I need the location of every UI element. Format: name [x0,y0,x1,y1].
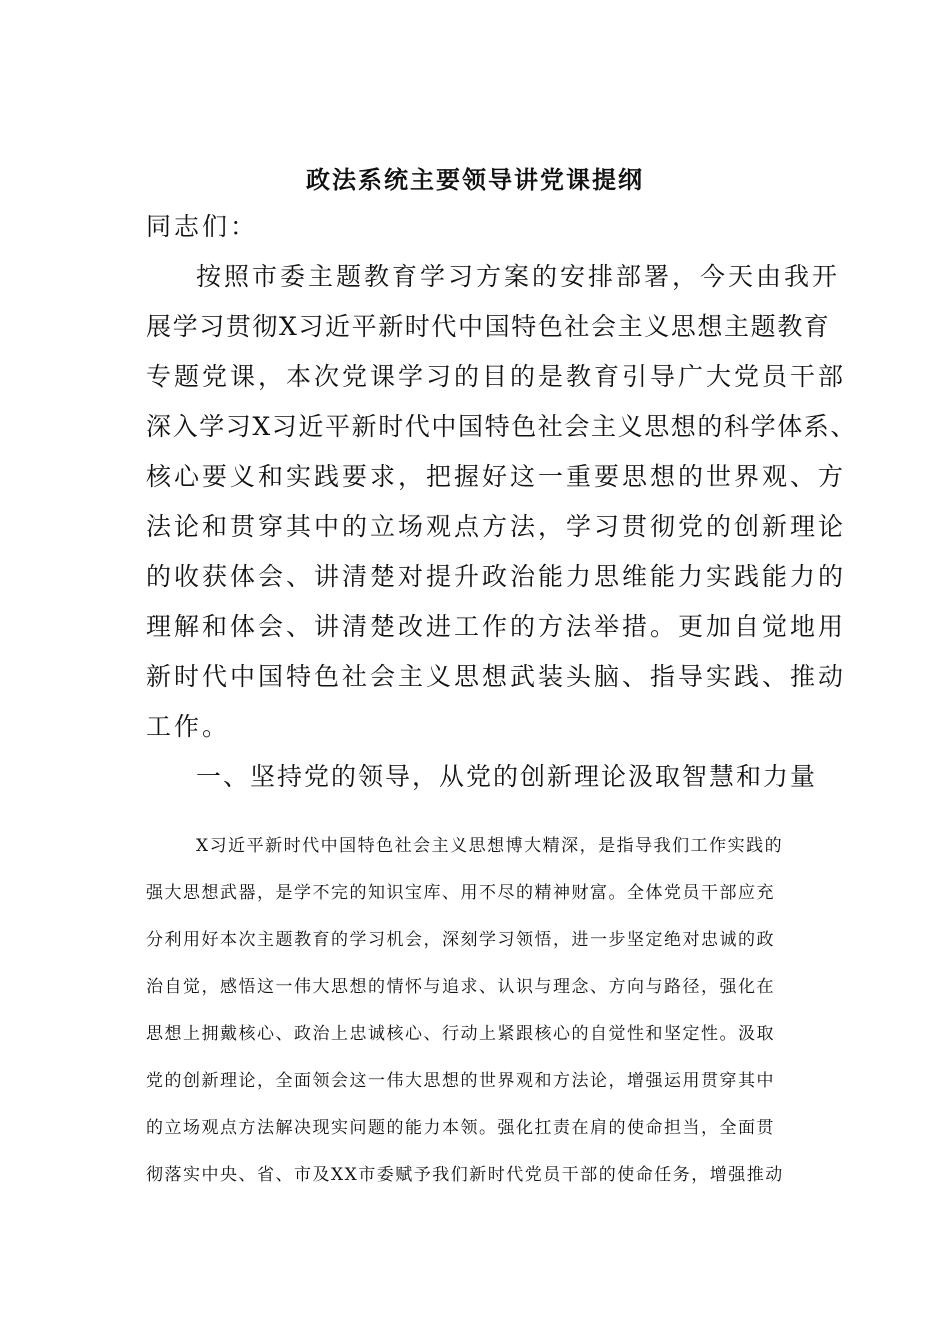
document-title: 政法系统主要领导讲党课提纲 [306,165,644,194]
body-line: 分利用好本次主题教育的学习机会，深刻学习领悟，进一步坚定绝对忠诚的政 [146,930,775,950]
intro-line: 专题党课，本次党课学习的目的是教育引导广大党员干部 [146,362,847,391]
intro-line: 法论和贯穿其中的立场观点方法，学习贯彻党的创新理论 [146,512,847,541]
intro-line: 的收获体会、讲清楚对提升政治能力思维能力实践能力的 [146,562,847,591]
body-line: X习近平新时代中国特色社会主义思想博大精深，是指导我们工作实践的 [196,836,784,856]
intro-line: 新时代中国特色社会主义思想武装头脑、指导实践、推动 [146,662,847,691]
intro-line: 理解和体会、讲清楚改进工作的方法举措。更加自觉地用 [146,612,847,641]
section-heading: 一、坚持党的领导，从党的创新理论汲取智慧和力量 [196,762,818,791]
intro-line: 按照市委主题教育学习方案的安排部署，今天由我开 [196,262,841,291]
body-line: 彻落实中央、省、市及XX市委赋予我们新时代党员干部的使命任务，增强推动 [146,1165,784,1185]
intro-line: 展学习贯彻X习近平新时代中国特色社会主义思想主题教育 [146,312,831,341]
intro-line: 深入学习X习近平新时代中国特色社会主义思想的科学体系、 [146,412,857,441]
body-line: 思想上拥戴核心、政治上忠诚核心、行动上紧跟核心的自觉性和坚定性。汲取 [146,1024,775,1044]
intro-line: 工作。 [146,712,231,741]
body-line: 党的创新理论，全面领会这一伟大思想的世界观和方法论，增强运用贯穿其中 [146,1071,775,1091]
salutation: 同志们： [146,212,259,241]
body-line: 强大思想武器，是学不完的知识宝库、用不尽的精神财富。全体党员干部应充 [146,883,775,903]
body-line: 的立场观点方法解决现实问题的能力本领。强化扛责在肩的使命担当，全面贯 [146,1118,775,1138]
body-line: 治自觉，感悟这一伟大思想的情怀与追求、认识与理念、方向与路径，强化在 [146,977,775,997]
intro-line: 核心要义和实践要求，把握好这一重要思想的世界观、方 [146,462,847,491]
